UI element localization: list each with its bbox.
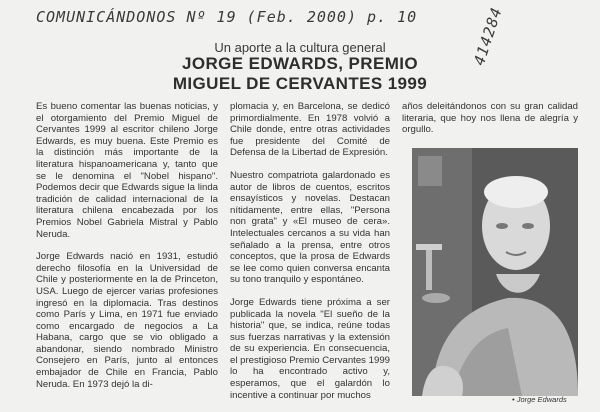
article-kicker: Un aporte a la cultura general xyxy=(214,40,386,55)
photo-caption: • Jorge Edwards xyxy=(512,395,567,404)
paragraph: Jorge Edwards tiene próxima a ser publicada la novela "El sueño de la historia" que, se indica, reúne todas sus fuerzas narrativas y la extensión de su experiencia. En consecuencia, el prestigioso Premio Cervantes 1999 lo ha encontrado activo y, esperamos, que el galardón lo incentive a continuar por muchos xyxy=(230,296,390,401)
paragraph: plomacia y, en Barcelona, se dedicó primordialmente. En 1978 volvió a Chile donde, entre otras actividades fue presidente del Comité de Defensa de la Libertad de Expresión. xyxy=(230,101,390,159)
headline-line-2: MIGUEL DE CERVANTES 1999 xyxy=(172,74,428,93)
author-photo xyxy=(412,148,578,396)
text-column-2 xyxy=(230,101,390,412)
headline-line-1: JORGE EDWARDS, PREMIO xyxy=(181,54,419,73)
paragraph: Jorge Edwards nació en 1931, estudió derecho filosofía en la Universidad de Chile y posteriormente en la de Princeton, USA. Luego de ejercer varias profesiones ingresó en la diplomacia. Tras destinos como París y Lima, en 1971 fue enviado como encargado de negocios a La Habana, cargo que se vio obligado a abandonar, siendo nombrado Ministro Consejero en París, junto al entonces embajador de Chile en Francia, Pablo Neruda. En 1973 dejó la di- xyxy=(36,251,218,390)
text-column-3 xyxy=(402,101,578,147)
handwritten-number: 414284 xyxy=(470,4,506,68)
text-column-1 xyxy=(36,101,218,401)
paragraph: Es bueno comentar las buenas noticias, y el otorgamiento del Premio Miguel de Cervantes 1999 al escritor chileno Jorge Edwards, es muy buena. Este Premio es la distinción más importante de la literatura hispanoamericana y, tanto que se le denomina el "Nobel hispano". Podemos decir que Edwards sigue la linda tradición de calidad internacional de la literatura chilena encabezada por los Premios Nobel Gabriela Mistral y Pablo Neruda. xyxy=(36,101,218,240)
paragraph: Nuestro compatriota galardonado es autor de libros de cuentos, escritos ensayísticos y novelas. Destacan nítidamente, entre ellas, "Persona non grata" y «El museo de cera». Intelectuales cercanos a su vida han señalado a la prensa, entre otros conceptos, que la prosa de Edwards se lee como quien conversa encanta su tono tranquilo y espontáneo. xyxy=(230,169,390,286)
paragraph: años deleitándonos con su gran calidad literaria, que hoy nos llena de alegría y orgullo. xyxy=(402,101,578,136)
article-headline xyxy=(0,54,600,94)
handwritten-note: COMUNICÁNDONOS Nº 19 (Feb. 2000) p. 10 xyxy=(36,8,418,26)
